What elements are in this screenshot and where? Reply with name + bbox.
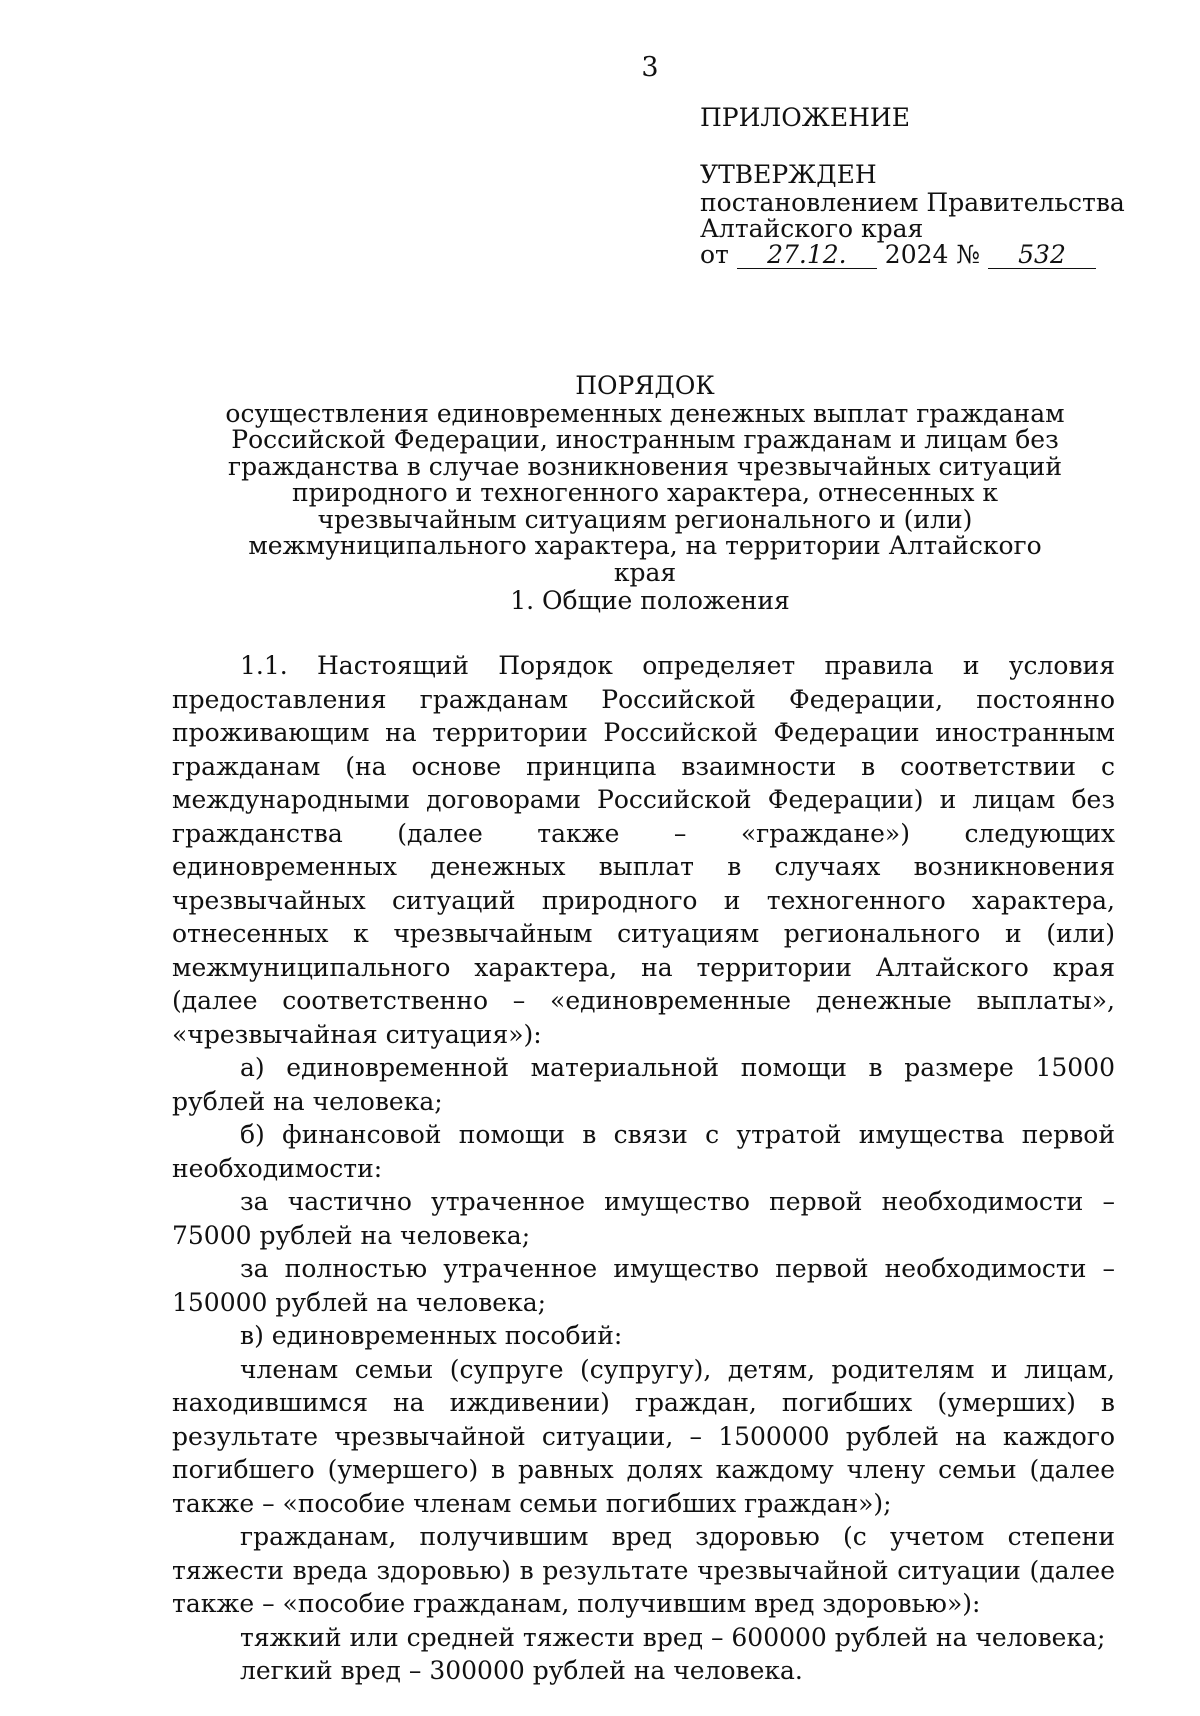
paragraph: членам семьи (супруге (супругу), детям, родителям и лицам, находившимся на иждивении) граждан, погибших (умерших) в результате чрезвычайной ситуации, – 1500000 рублей на каждого погибшего (умершего) в равных долях каждому члену семьи (далее также – «пособие членам семьи погибших граждан»); (172, 1354, 1115, 1518)
page-number: 3 (641, 52, 659, 83)
appendix-label: ПРИЛОЖЕНИЕ (700, 103, 910, 132)
approval-date-line (700, 242, 1125, 269)
paragraph: б) финансовой помощи в связи с утратой имущества первой необходимости: (172, 1120, 1115, 1183)
approval-line-2: Алтайского края (700, 214, 924, 243)
decree-number: 532 (988, 242, 1096, 269)
number-sign: № (956, 240, 981, 269)
section-heading: 1. Общие положения (510, 586, 790, 615)
decree-year: 2024 (884, 240, 949, 269)
from-label: от (700, 240, 729, 269)
paragraph: гражданам, получившим вред здоровью (с учетом степени тяжести вреда здоровью) в результате чрезвычайной ситуации (далее также – «пособие гражданам, получившим вред здоровью»): (172, 1522, 1115, 1618)
paragraph: а) единовременной материальной помощи в размере 15000 рублей на человека; (172, 1053, 1115, 1116)
paragraph: за частично утраченное имущество первой необходимости – 75000 рублей на человека; (172, 1187, 1115, 1250)
approval-block (700, 162, 1125, 269)
paragraph: в) единовременных пособий: (240, 1321, 623, 1350)
decree-date: 27.12. (737, 242, 877, 269)
document-body (172, 649, 1115, 1688)
document-title: ПОРЯДОК (575, 371, 715, 400)
approval-line-1: постановлением Правительства (700, 188, 1125, 217)
approved-label: УТВЕРЖДЕН (700, 160, 877, 189)
paragraph: тяжкий или средней тяжести вред – 600000 рублей на человека; (240, 1622, 1106, 1652)
paragraph: 1.1. Настоящий Порядок определяет правила и условия предоставления гражданам Российской Федерации, постоянно проживающим на территории Российской Федерации иностранным гражданам (на основе принципа взаимности в соответствии с международными договорами Российской Федерации) и лицам без гражданства (далее также – «граждане») следующих единовременных денежных выплат в случаях возникновения чрезвычайных ситуаций природного и техногенного характера, отнесенных к чрезвычайным ситуациям регионального и (или) межмуниципального характера, на территории Алтайского края (далее соответственно – «единовременные денежные выплаты», «чрезвычайная ситуация»): (172, 651, 1115, 1049)
document-subtitle: осуществления единовременных денежных выплат гражданам Российской Федерации, иностранным гражданам и лицам без гражданства в случае возникновения чрезвычайных ситуаций природного и техногенного характера, отнесенных к чрезвычайным ситуациям регионального и (или) межмуниципального характера, на территории Алтайского края (225, 398, 1065, 587)
paragraph: легкий вред – 300000 рублей на человека. (240, 1656, 803, 1685)
title-block (220, 373, 1070, 586)
paragraph: за полностью утраченное имущество первой необходимости – 150000 рублей на человека; (172, 1254, 1115, 1317)
